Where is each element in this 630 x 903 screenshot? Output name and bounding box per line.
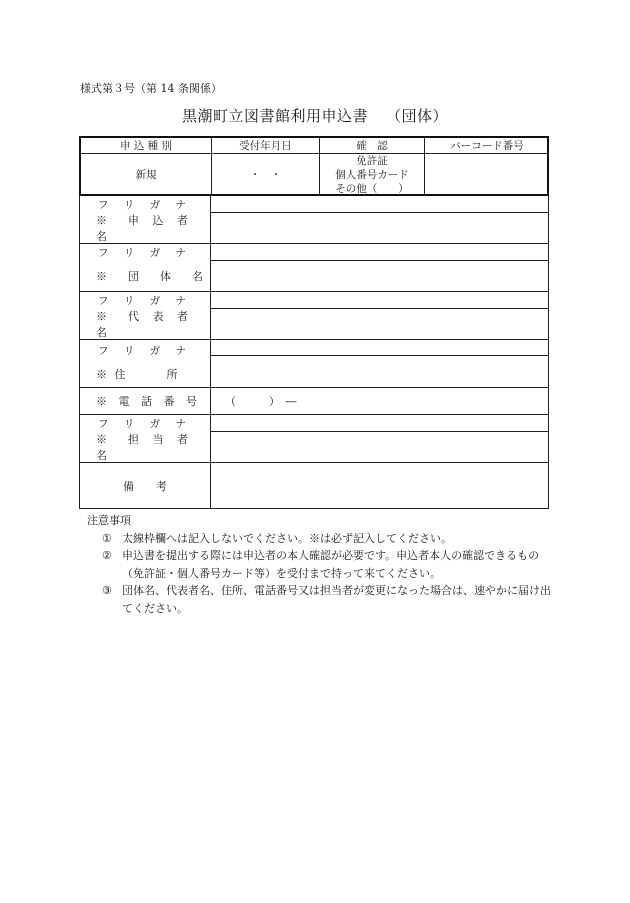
note-text: 申込書を提出する際には申込者の本人確認が必要です。申込者本人の確認できるもの（免許証・個人番号カード等）を受付まで持って来てください。: [122, 549, 540, 580]
application-table: [79, 196, 549, 509]
address-label: ※ 住 所: [96, 368, 180, 381]
address-label-cell: [80, 340, 211, 387]
staff-name-input[interactable]: [211, 432, 548, 462]
applicant-furigana-label: フ リ ガ ナ: [97, 199, 192, 211]
applicant-name-label: ※ 申 込 者 名: [96, 214, 193, 243]
staff-table-header-row: [81, 138, 547, 154]
applicant-furigana-input[interactable]: [211, 196, 548, 213]
applicant-label-cell: [80, 196, 211, 243]
applicant-row: [80, 196, 548, 244]
applicant-value-cell: [211, 196, 548, 243]
title-main: 黒潮町立図書館利用申込書: [181, 107, 368, 125]
confirm-option-license: 免許証: [356, 154, 388, 167]
confirm-option-mynumber: 個人番号カード: [335, 168, 409, 181]
representative-name-label: ※ 代 表 者 名: [96, 310, 193, 339]
note-text: 太線枠欄へは記入しないでください。※は必ず記入してください。: [122, 531, 452, 545]
address-input[interactable]: [211, 356, 548, 387]
note-item: [87, 547, 557, 582]
representative-label-cell: [80, 292, 211, 339]
phone-label: ※ 電 話 番 号: [96, 395, 201, 408]
staff-furigana-input[interactable]: [211, 415, 548, 432]
header-application-type: 申 込 種 別: [81, 138, 212, 153]
group-label-cell: [80, 244, 211, 291]
staff-name-label: ※ 担 当 者 名: [96, 433, 193, 462]
staff-furigana-label: フ リ ガ ナ: [97, 418, 192, 430]
applicant-name-input[interactable]: [211, 213, 548, 243]
phone-label-cell: [80, 388, 211, 414]
phone-row: [80, 388, 548, 415]
confirm-option-other: その他（ ）: [335, 182, 409, 195]
address-furigana-input[interactable]: [211, 340, 548, 356]
representative-furigana-label: フ リ ガ ナ: [97, 295, 192, 307]
staff-value-cell: [211, 415, 548, 462]
title-subtitle: （団体）: [386, 107, 449, 125]
header-confirmation: 確 認: [320, 138, 425, 153]
staff-use-table: [79, 136, 549, 196]
note-text: 団体名、代表者名、住所、電話番号又は担当者が変更になった場合は、速やかに届け出てください。: [122, 584, 551, 615]
address-row: [80, 340, 548, 388]
remarks-row: [80, 463, 548, 509]
address-value-cell: [211, 340, 548, 387]
note-number: ②: [102, 549, 112, 562]
address-furigana-label: フ リ ガ ナ: [97, 345, 192, 357]
group-name-label: ※ 団 体 名: [96, 270, 208, 283]
representative-furigana-input[interactable]: [211, 292, 548, 309]
note-number: ③: [102, 584, 112, 597]
staff-label-cell: [80, 415, 211, 462]
header-barcode-number: バーコード番号: [450, 140, 524, 152]
group-furigana-input[interactable]: [211, 244, 548, 261]
page-title: [0, 105, 630, 126]
representative-value-cell: [211, 292, 548, 339]
notes-section: [87, 512, 557, 617]
remarks-input[interactable]: [211, 463, 548, 509]
reception-date-field: ・ ・: [212, 153, 320, 196]
group-furigana-label: フ リ ガ ナ: [97, 247, 192, 259]
group-value-cell: [211, 244, 548, 291]
phone-input-template[interactable]: （ ） ―: [225, 395, 297, 408]
note-number: ①: [102, 531, 112, 545]
header-reception-date: 受付年月日: [212, 138, 320, 153]
phone-value-cell[interactable]: [211, 388, 548, 414]
barcode-number-field: [425, 153, 549, 196]
group-row: [80, 244, 548, 292]
note-item: [87, 582, 557, 617]
form-number: 様式第３号（第 14 条関係）: [80, 82, 222, 95]
staff-row: [80, 415, 548, 463]
group-name-input[interactable]: [211, 261, 548, 291]
notes-heading: 注意事項: [87, 514, 131, 527]
remarks-label: 備 考: [123, 480, 167, 493]
remarks-label-cell: [80, 463, 211, 509]
representative-row: [80, 292, 548, 340]
application-type-value: 新規: [81, 153, 212, 196]
note-item: [87, 530, 557, 548]
confirmation-options: [320, 153, 425, 196]
representative-name-input[interactable]: [211, 309, 548, 339]
